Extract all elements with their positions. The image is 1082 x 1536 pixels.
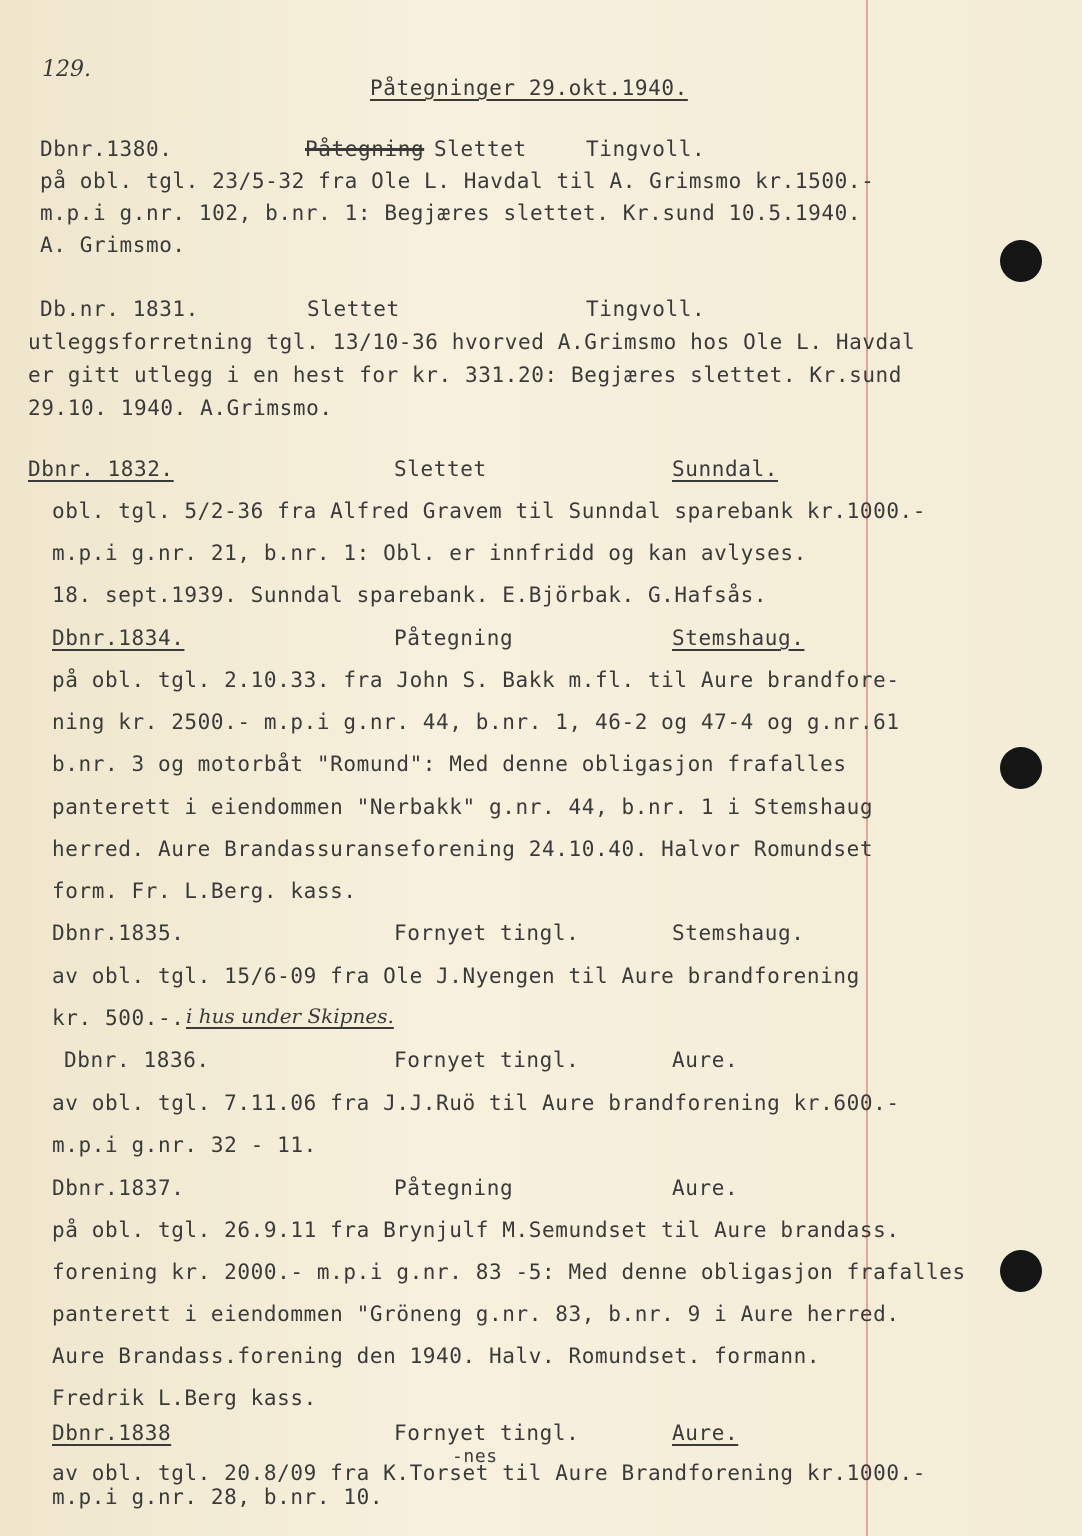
text-line: Slettet xyxy=(394,457,487,481)
text-line: ning kr. 2500.- m.p.i g.nr. 44, b.nr. 1, 46-2 og 47-4 og g.nr.61 xyxy=(52,710,900,734)
text-line: er gitt utlegg i en hest for kr. 331.20: Begjæres slettet. Kr.sund xyxy=(28,363,903,387)
text-line: kr. 500.-. xyxy=(52,1006,185,1030)
text-line: herred. Aure Brandassuranseforening 24.10.40. Halvor Romundset xyxy=(52,837,874,861)
text-line: panterett i eiendommen "Gröneng g.nr. 83, b.nr. 9 i Aure herred. xyxy=(52,1302,900,1326)
text-line: Dbnr. 1836. xyxy=(64,1048,210,1072)
text-line: Dbnr.1837. xyxy=(52,1176,185,1200)
text-line: Dbnr.1835. xyxy=(52,921,185,945)
text-line: Fornyet tingl. xyxy=(394,1048,580,1072)
text-line: Aure. xyxy=(672,1176,739,1200)
text-line: Dbnr.1380. xyxy=(40,137,173,161)
text-line: av obl. tgl. 15/6-09 fra Ole J.Nyengen til Aure brandforening xyxy=(52,964,860,988)
text-line: Stemshaug. xyxy=(672,626,805,650)
text-line: Påtegning xyxy=(305,137,425,161)
binder-hole xyxy=(1000,1250,1042,1292)
page-header: Påtegninger 29.okt.1940. xyxy=(370,76,688,100)
text-line: m.p.i g.nr. 28, b.nr. 10. xyxy=(52,1485,384,1509)
text-line: 18. sept.1939. Sunndal sparebank. E.Björbak. G.Hafsås. xyxy=(52,583,768,607)
text-line: m.p.i g.nr. 32 - 11. xyxy=(52,1133,317,1157)
text-line: A. Grimsmo. xyxy=(40,233,186,257)
text-line: på obl. tgl. 26.9.11 fra Brynjulf M.Semundset til Aure brandass. xyxy=(52,1218,900,1242)
text-line: Aure Brandass.forening den 1940. Halv. Romundset. formann. xyxy=(52,1344,821,1368)
text-line: av obl. tgl. 20.8/09 fra K.Torset til Aure Brandforening kr.1000.- xyxy=(52,1461,927,1485)
page-number: 129. xyxy=(42,57,91,82)
text-line: Påtegning xyxy=(394,1176,514,1200)
text-line: Aure. xyxy=(672,1421,739,1445)
text-line: Påtegning xyxy=(394,626,514,650)
text-line: på obl. tgl. 23/5-32 fra Ole L. Havdal til A. Grimsmo kr.1500.- xyxy=(40,169,875,193)
binder-hole xyxy=(1000,747,1042,789)
text-line: Tingvoll. xyxy=(586,137,706,161)
text-line: Dbnr.1834. xyxy=(52,626,185,650)
text-line: utleggsforretning tgl. 13/10-36 hvorved A.Grimsmo hos Ole L. Havdal xyxy=(28,330,916,354)
text-line: Fredrik L.Berg kass. xyxy=(52,1386,317,1410)
text-line: Stemshaug. xyxy=(672,921,805,945)
text-line: Fornyet tingl. xyxy=(394,921,580,945)
text-line: 29.10. 1940. A.Grimsmo. xyxy=(28,396,333,420)
text-line: av obl. tgl. 7.11.06 fra J.J.Ruö til Aure brandforening kr.600.- xyxy=(52,1091,900,1115)
text-line: m.p.i g.nr. 21, b.nr. 1: Obl. er innfridd og kan avlyses. xyxy=(52,541,807,565)
binder-hole xyxy=(1000,240,1042,282)
text-line: Slettet xyxy=(307,297,400,321)
text-line: Tingvoll. xyxy=(586,297,706,321)
text-line: form. Fr. L.Berg. kass. xyxy=(52,879,357,903)
text-line: i hus under Skipnes. xyxy=(186,1004,394,1028)
text-line: obl. tgl. 5/2-36 fra Alfred Gravem til Sunndal sparebank kr.1000.- xyxy=(52,499,927,523)
text-line: Dbnr. 1832. xyxy=(28,457,174,481)
text-line: Db.nr. 1831. xyxy=(40,297,199,321)
text-line: på obl. tgl. 2.10.33. fra John S. Bakk m.fl. til Aure brandfore- xyxy=(52,668,900,692)
text-line: Aure. xyxy=(672,1048,739,1072)
text-line: panterett i eiendommen "Nerbakk" g.nr. 44, b.nr. 1 i Stemshaug xyxy=(52,795,874,819)
text-line: Slettet xyxy=(434,137,527,161)
text-line: m.p.i g.nr. 102, b.nr. 1: Begjæres slettet. Kr.sund 10.5.1940. xyxy=(40,201,862,225)
text-line: Sunndal. xyxy=(672,457,778,481)
text-line: b.nr. 3 og motorbåt "Romund": Med denne obligasjon frafalles xyxy=(52,752,847,776)
text-line: -nes xyxy=(452,1446,498,1467)
text-line: forening kr. 2000.- m.p.i g.nr. 83 -5: Med denne obligasjon frafalles xyxy=(52,1260,966,1284)
text-line: Dbnr.1838 xyxy=(52,1421,172,1445)
text-line: Fornyet tingl. xyxy=(394,1421,580,1445)
